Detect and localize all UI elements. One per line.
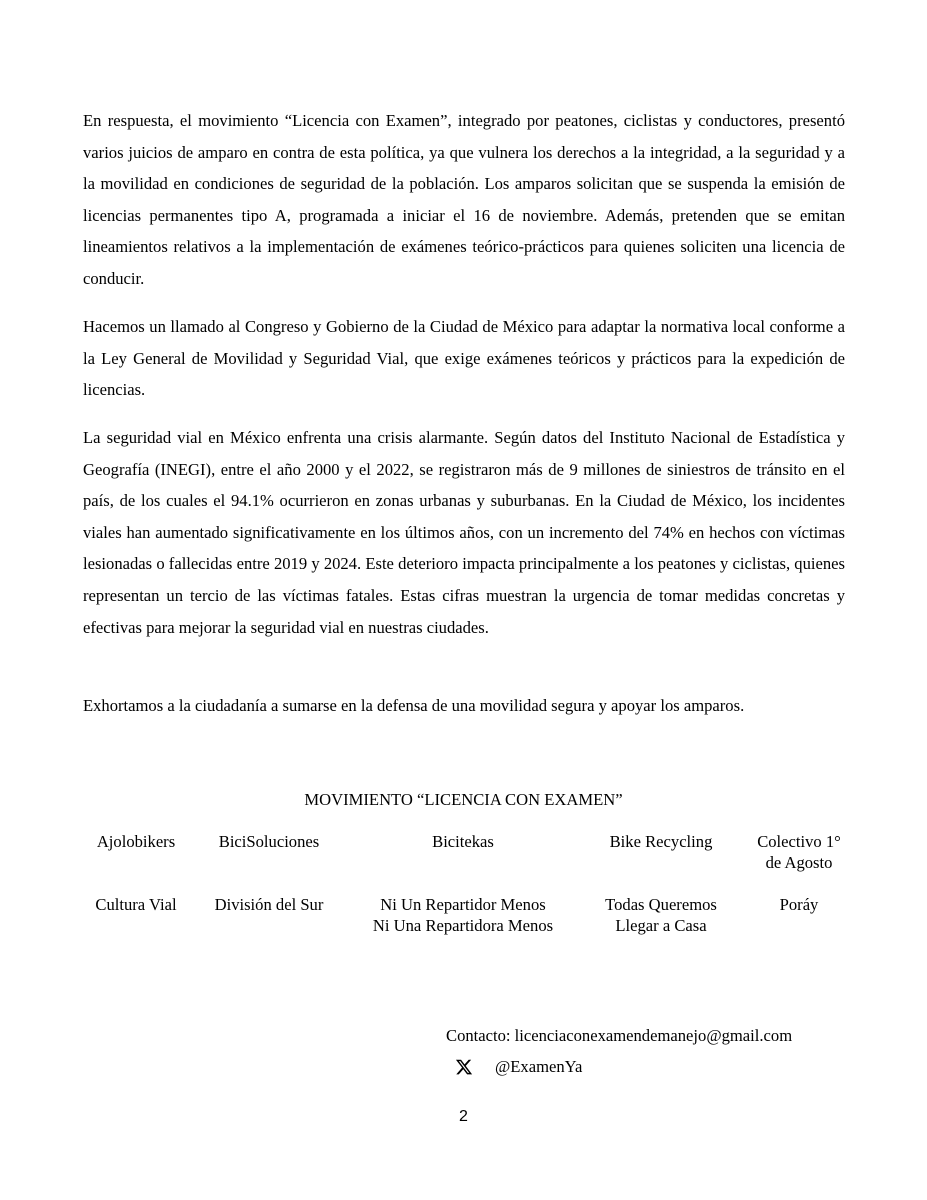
contact-email: Contacto: licenciaconexamendemanejo@gmail.com xyxy=(446,1026,793,1045)
org-ni-un-repartidor-menos xyxy=(348,894,578,936)
org-colectivo-1-de-agosto xyxy=(744,831,854,873)
org-line: Colectivo 1° xyxy=(757,832,841,851)
org-line: Ajolobikers xyxy=(96,832,176,851)
paragraph-amparo-response: En respuesta, el movimiento “Licencia con Examen”, integrado por peatones, ciclistas y conductores, presentó varios juicios de amparo en contra de esta política, ya que vulnera los derechos a la integridad, a la seguridad y a la movilidad en condiciones de seguridad de la población. Los amparos solicitan que se suspenda la emisión de licencias permanentes tipo A, programada a iniciar el 16 de noviembre. Además, pretenden que se emitan lineamientos relativos a la implementación de exámenes teórico-prácticos para quienes soliciten una licencia de conducir. xyxy=(83,111,845,288)
org-line: Bike Recycling xyxy=(609,832,713,851)
org-line: Poráy xyxy=(779,895,819,914)
org-line: de Agosto xyxy=(765,853,833,872)
org-line: Ni Un Repartidor Menos xyxy=(380,895,546,914)
org-bicisoluciones xyxy=(200,831,338,852)
x-handle: @ExamenYa xyxy=(495,1057,583,1076)
org-line: División del Sur xyxy=(214,895,324,914)
org-ajolobikers xyxy=(82,831,190,852)
org-line: Bicitekas xyxy=(432,832,494,851)
x-logo-icon xyxy=(455,1058,473,1076)
org-line: Todas Queremos xyxy=(605,895,717,914)
social-handle-row xyxy=(455,1055,582,1079)
paragraph-road-safety-crisis: La seguridad vial en México enfrenta una crisis alarmante. Según datos del Instituto Nacional de Estadística y Geografía (INEGI), entre el año 2000 y el 2022, se registraron más de 9 millones de siniestros de tránsito en el país, de los cuales el 94.1% ocurrieron en zonas urbanas y suburbanas. En la Ciudad de México, los incidentes viales han aumentado significativamente en los últimos años, con un incremento del 74% en hechos con víctimas lesionadas o fallecidas entre 2019 y 2024. Este deterioro impacta principalmente a los peatones y ciclistas, quienes representan un tercio de las víctimas fatales. Estas cifras muestran la urgencia de tomar medidas concretas y efectivas para mejorar la seguridad vial en nuestras ciudades. xyxy=(83,428,845,637)
org-line: Ni Una Repartidora Menos xyxy=(372,916,554,935)
page-number: 2 xyxy=(459,1108,468,1125)
org-todas-queremos-llegar-a-casa xyxy=(588,894,734,936)
org-line: Llegar a Casa xyxy=(615,916,707,935)
org-bicitekas xyxy=(348,831,578,852)
paragraph-exhortation: Exhortamos a la ciudadanía a sumarse en la defensa de una movilidad segura y apoyar los amparos. xyxy=(83,696,745,715)
org-line: BiciSoluciones xyxy=(218,832,320,851)
movement-title: MOVIMIENTO “LICENCIA CON EXAMEN” xyxy=(304,790,623,809)
org-cultura-vial xyxy=(82,894,190,915)
paragraph-call-to-congress: Hacemos un llamado al Congreso y Gobierno de la Ciudad de México para adaptar la normativa local conforme a la Ley General de Movilidad y Seguridad Vial, que exige exámenes teóricos y prácticos para la expedición de licencias. xyxy=(83,317,845,400)
org-division-del-sur xyxy=(200,894,338,915)
org-bike-recycling xyxy=(588,831,734,852)
org-poray xyxy=(744,894,854,915)
org-line: Cultura Vial xyxy=(95,895,177,914)
